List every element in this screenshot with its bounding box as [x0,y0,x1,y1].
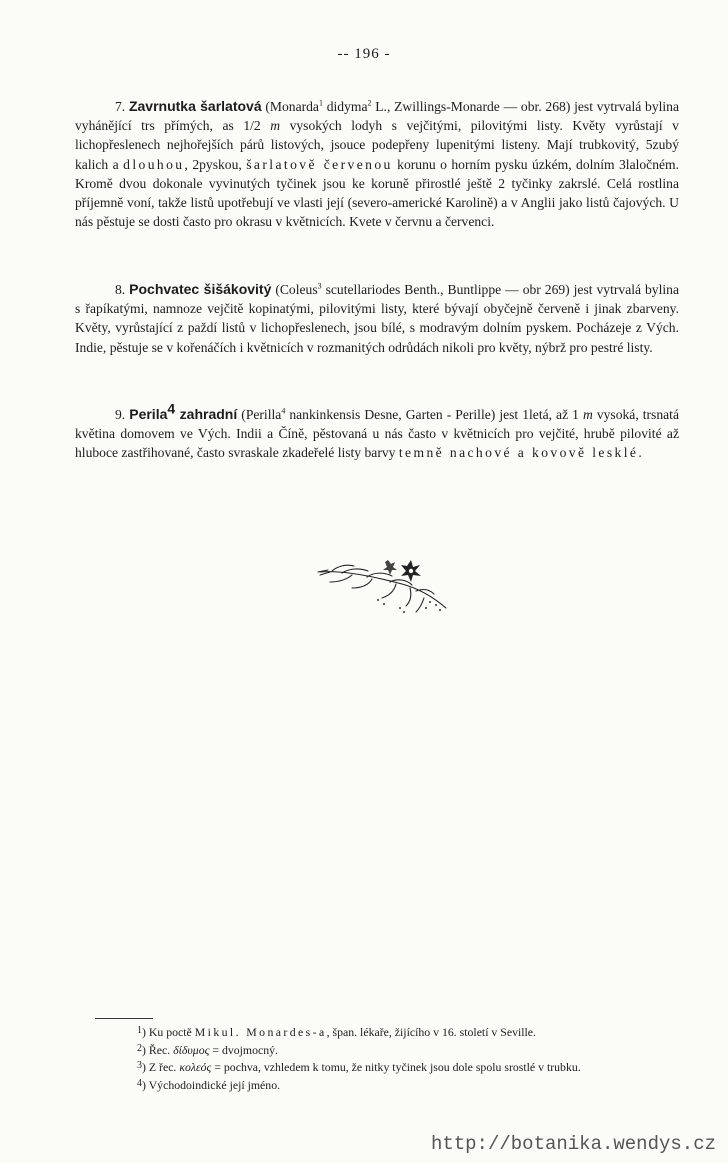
emphasis-text: Mikul. Monardes-a [194,1025,327,1039]
entry-text: scutellariodes Benth., Buntlippe — obr 269) jest vytrvalá bylina s řapíkatými, namnoze vejčitě kopinatými, pilovitými listy, které bývají obyčejně červeně i jinak zbarveny. Květy, vyrůstající z paždí listů v lichopřeslenech, jsou bílé, s modravým dolním pyskem. Pocházeje z Vých. Indie, pěstuje se v kořenáčích i květnicích v rozmanitých odrůdách nikoli pro květy, nýbrž pro pestré listy. [75,282,679,355]
entry-title-suffix: zahradní [175,406,238,422]
footnote-divider [95,1018,153,1019]
entry-number: 9. [115,407,126,422]
entry-paragraph [75,97,679,231]
entry-title: Zavrnutka šarlatová [128,98,262,114]
footnote-text: , špan. lékaře, žijícího v 16. století v Seville. [326,1025,536,1039]
footnote [95,1041,699,1059]
unit: m [270,118,281,134]
footnote-number: 2 [137,1042,142,1054]
emphasis-text: temně nachové a kovově lesklé [398,445,639,461]
entry-text: (Monarda [261,99,319,114]
footnote [95,1058,699,1076]
entry-text: vysokých lodyh s vejčitými, pilovitými listy. Květy vyrůstají v lichopřeslenech nejhořejších párů listových, jsouce podepřeny lupenitými listeny. Mají trubkovitý, 5zubý kalich a [75,118,679,172]
entry-perila [75,400,679,463]
source-watermark: http://botanika.wendys.cz [430,1133,716,1155]
footnote-number: 4 [137,1077,142,1089]
footnote-ref: 4 [167,400,176,417]
footnote-number: 1 [137,1025,142,1036]
footnote-text: ) Řec. [142,1042,174,1057]
entry-zavrnutka [75,97,679,231]
footnote-ref: 3 [317,281,322,291]
entry-text: vysoká, trsnatá květina domovem ve Vých. Indii a Číně, pěstovaná u nás často v květnicích pro vejčité, hrubě pilovité až hluboce zastřihované, často svraskale zkadeřelé listy barvy [75,407,679,461]
greek-word: κολεός [179,1060,212,1075]
entry-text: . [638,445,642,461]
footnote-text: = dvojmocný. [209,1042,278,1057]
entry-title: Pochvatec šišákovitý [129,281,272,297]
entry-text: , 2pyskou, [184,156,247,172]
entry-text: nankinkensis Desne, Garten - Perille) jest 1letá, až 1 [285,407,583,422]
footnote-ref: 4 [281,406,286,416]
emphasis-text: šarlatově červenou [246,156,393,172]
emphasis-text: dlouhou [123,156,185,172]
entry-pochvatec [75,280,679,357]
entry-number: 8. [115,282,126,297]
footnotes [95,1018,699,1093]
entry-paragraph [75,400,679,463]
entry-number: 7. [115,99,126,114]
footnote-ref: 1 [318,98,323,108]
entry-text: L., Zwillings-Monarde — obr. 268) jest vytrvalá bylina vyhánějící trs přímých, as [75,99,679,134]
entry-paragraph [75,280,679,357]
footnote-text: = pochva, vzhledem k tomu, že nitky tyčinek jsou dole spolu srostlé v trubku. [211,1060,581,1075]
entry-text: korunu o horním pysku úzkém, dolním 3laločném. Kromě dvou dokonale vyvinutých tyčinek jsou ke koruně přirostlé ještě 2 tyčinky zakrslé. Celá rostlina příjemně voní, takže listů upotřebují ve vlasti její (severo-americké Karolině) a v Anglii jako listů čajových. U nás pěstuje se dosti často pro okrasu v květnicích. Kvete v červnu a červenci. [75,156,680,230]
entry-text: didyma [322,99,368,114]
footnote-number: 3 [137,1060,142,1072]
entry-text: (Coleus [271,282,318,297]
footnote-text: ) Východoindické její jméno. [142,1077,281,1092]
fraction: 1/2 [243,118,261,134]
footnote [95,1076,699,1094]
footnote [95,1023,699,1041]
entry-title: Perila [129,406,168,422]
unit: m [582,407,593,422]
footnote-text: ) Ku poctě [142,1025,195,1039]
footnote-text: ) Z řec. [142,1060,180,1075]
entry-text: (Perilla [237,407,282,422]
page-number: -- 196 - [337,46,391,62]
footnote-ref: 2 [367,98,372,108]
greek-word: δίδυμος [173,1042,210,1057]
flower-sprig-icon [312,558,452,623]
